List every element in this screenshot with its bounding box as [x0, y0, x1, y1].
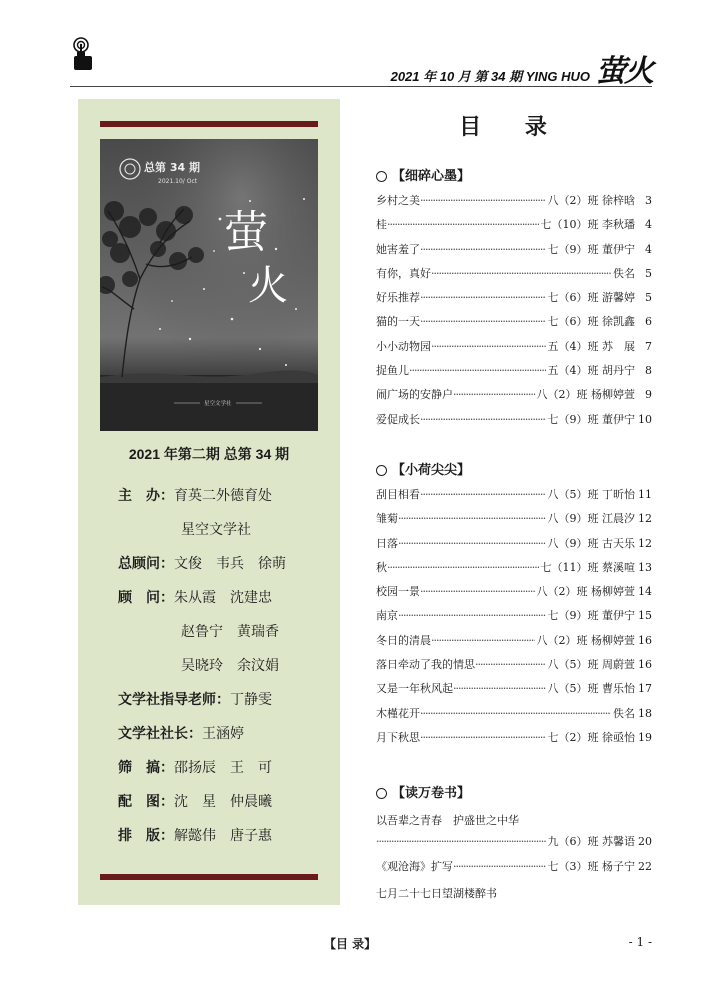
credit-label: 文学社社长：	[118, 725, 202, 741]
entry-author: 七（9）班 董伊宁	[547, 412, 635, 426]
leader-dots	[475, 658, 546, 671]
cover-issue-mark: 总第 34 期	[144, 161, 200, 174]
entry-author: 七（3）班 杨子宁	[547, 859, 635, 873]
toc-title: 目 录	[459, 114, 565, 140]
entry-page-number: 22	[638, 859, 652, 873]
entry-page-number: 15	[638, 609, 652, 623]
toc-entry[interactable]	[376, 535, 652, 559]
leader-dots	[420, 291, 546, 304]
cover-title-char-1: 萤	[224, 207, 268, 258]
entry-page-number: 17	[638, 682, 652, 696]
entry-page-number: 9	[645, 388, 652, 402]
entry-page-number: 10	[638, 412, 652, 426]
section-name: 【读万卷书】	[392, 786, 471, 801]
credit-value: 解懿伟 唐子惠	[174, 827, 272, 843]
leader-dots	[398, 512, 546, 525]
credit-value: 丁静雯	[230, 691, 272, 707]
leader-dots	[420, 243, 546, 256]
entry-page-number: 4	[645, 242, 652, 256]
footer-page-number: - 1 -	[628, 935, 652, 949]
header-brand-title: 萤火	[596, 54, 652, 89]
entry-page-number: 5	[645, 291, 652, 305]
credit-value: 文俊 韦兵 徐萌	[174, 555, 286, 571]
credits-list	[118, 485, 286, 859]
entry-page-number: 16	[638, 658, 652, 672]
leader-dots	[398, 537, 546, 550]
credit-value: 沈 星 仲晨曦	[174, 793, 272, 809]
entry-title: 校园一景	[376, 585, 420, 599]
entry-page-number: 20	[638, 835, 652, 849]
section-heading	[376, 460, 652, 482]
cover-date: 2021.10/ Oct	[158, 178, 198, 185]
credit-value: 朱从霞 沈建忠	[174, 589, 272, 605]
credit-label: 总顾问：	[118, 555, 174, 571]
toc-entry[interactable]	[376, 241, 652, 265]
leader-dots	[420, 731, 546, 744]
toc-entry[interactable]	[376, 729, 652, 753]
magazine-logo-icon	[70, 36, 100, 74]
leader-dots	[420, 585, 535, 598]
entry-author: 八（5）班 周蔚萱	[547, 658, 635, 672]
credit-row-advisor-3	[118, 655, 286, 689]
credit-value: 吴晓玲 余汶娟	[181, 657, 279, 673]
toc-entry[interactable]	[376, 858, 652, 882]
entry-title: 好乐推荐	[376, 291, 420, 305]
toc-entry[interactable]	[376, 680, 652, 704]
entry-author: 七（9）班 董伊宁	[547, 242, 635, 256]
credit-label: 主 办：	[118, 487, 174, 503]
entry-page-number: 12	[638, 512, 652, 526]
entry-title: 日落	[376, 536, 398, 550]
entry-page-number: 7	[645, 339, 652, 353]
entry-title: 猫的一天	[376, 315, 420, 329]
toc-section-1	[376, 166, 652, 435]
credit-label: 文学社指导老师：	[118, 691, 230, 707]
entry-title: 秋	[376, 560, 387, 574]
credit-value: 王涵婷	[202, 725, 244, 741]
leader-dots	[420, 413, 546, 426]
entry-title: 月下秋思	[376, 730, 420, 744]
credit-value: 育英二外德育处	[174, 487, 272, 503]
circle-bullet-icon	[376, 171, 387, 182]
credit-value: 赵鲁宁 黄瑞香	[181, 623, 279, 639]
toc-entry[interactable]	[376, 486, 652, 510]
entry-title: 刮目相看	[376, 488, 420, 501]
leader-dots	[376, 835, 546, 848]
credit-row-advisor-2	[118, 621, 286, 655]
leader-dots	[387, 561, 539, 574]
footer-section-label: 【目 录】	[324, 937, 377, 951]
entry-author: 佚名	[613, 266, 635, 280]
credit-row-illustration	[118, 791, 286, 825]
credit-row-advisor	[118, 587, 286, 621]
toc-entry[interactable]	[376, 632, 652, 656]
entry-title: 南京	[376, 609, 398, 623]
toc-entry[interactable]	[376, 265, 652, 289]
header-divider	[70, 86, 652, 87]
cover-title-char-2: 火	[248, 263, 288, 309]
toc-entry[interactable]	[376, 510, 652, 534]
entry-author: 八（2）班 杨柳婷萱	[536, 388, 635, 402]
leader-dots	[453, 682, 546, 695]
toc-entry[interactable]	[376, 313, 652, 337]
credit-label: 筛 搞：	[118, 759, 174, 775]
credit-label: 排 版：	[118, 827, 174, 843]
entry-author: 七（10）班 李秋璠	[540, 218, 635, 232]
toc-entry[interactable]	[376, 386, 652, 410]
leader-dots	[420, 488, 546, 501]
entry-author: 八（5）班 曹乐怡	[547, 682, 635, 696]
entry-title: 她害羞了	[376, 242, 420, 256]
entry-page-number: 4	[645, 218, 652, 232]
leader-dots	[431, 634, 535, 647]
toc-entry[interactable]	[376, 833, 652, 857]
header-issue-line: 2021 年 10 月 第 34 期 YING HUO	[390, 69, 590, 84]
entry-author: 八（2）班 徐梓晗	[547, 194, 635, 207]
credit-row-screening	[118, 757, 286, 791]
cover-image	[100, 139, 318, 431]
entry-page-number: 11	[638, 488, 652, 501]
entry-author: 七（9）班 董伊宁	[547, 609, 635, 623]
toc-entry[interactable]	[376, 411, 652, 435]
toc-entry[interactable]	[376, 656, 652, 680]
credit-row-teacher	[118, 689, 286, 723]
entry-title: 又是一年秋风起	[376, 682, 453, 696]
entry-page-number: 8	[645, 364, 652, 378]
entry-title: 雏菊	[376, 512, 398, 526]
section-name: 【细碎心墨】	[392, 169, 471, 184]
leader-dots	[431, 340, 546, 353]
entry-title: 冬日的清晨	[376, 633, 431, 647]
credit-row-host	[118, 485, 286, 519]
entry-title: 小小动物园	[376, 339, 431, 353]
section-entries	[376, 486, 652, 753]
leader-dots	[420, 707, 611, 720]
entry-author: 佚名	[613, 706, 635, 720]
entry-title: 木槿花开	[376, 706, 420, 720]
section-entries	[376, 833, 652, 882]
leader-dots	[453, 388, 535, 401]
section-heading	[376, 166, 652, 188]
circle-bullet-icon	[376, 465, 387, 476]
entry-title: 乡村之美	[376, 194, 420, 207]
credit-row-host-2	[118, 519, 286, 553]
entry-author: 七（2）班 徐亟怡	[547, 730, 635, 744]
entry-page-number: 3	[645, 194, 652, 207]
entry-author: 五（4）班 苏 展	[547, 339, 635, 353]
issue-line: 2021 年第二期 总第 34 期	[128, 446, 290, 462]
toc-entry-title-line[interactable]: 以吾辈之青春 护盛世之中华	[376, 814, 519, 827]
entry-author: 九（6）班 苏馨语	[547, 835, 635, 849]
entry-title: 有你，真好	[376, 266, 431, 280]
entry-title: 捉鱼儿	[376, 364, 409, 378]
leader-dots	[431, 267, 611, 280]
credit-value: 邵扬辰 王 可	[174, 759, 272, 775]
entry-page-number: 12	[638, 536, 652, 550]
leader-dots	[420, 194, 546, 207]
toc-entry[interactable]	[376, 607, 652, 631]
entry-page-number: 6	[645, 315, 652, 329]
toc-entry-title-line[interactable]: 七月二十七日望湖楼醉书	[376, 886, 497, 900]
entry-author: 五（4）班 胡丹宁	[547, 364, 635, 378]
entry-author: 八（5）班 丁昕怡	[547, 488, 635, 501]
leader-dots	[453, 860, 546, 873]
entry-author: 七（6）班 游馨婷	[547, 291, 635, 305]
entry-page-number: 16	[638, 633, 652, 647]
entry-title: 爱促成长	[376, 412, 420, 426]
toc-entry[interactable]	[376, 289, 652, 313]
credit-row-chief-advisor	[118, 553, 286, 587]
entry-author: 八（9）班 古天乐	[547, 536, 635, 550]
credit-row-layout	[118, 825, 286, 859]
entry-page-number: 14	[638, 585, 652, 599]
toc-section-2	[376, 460, 652, 753]
toc-entry[interactable]	[376, 216, 652, 240]
toc-entry[interactable]	[376, 362, 652, 386]
entry-page-number: 18	[638, 706, 652, 720]
leader-dots	[420, 315, 546, 328]
entry-page-number: 19	[638, 730, 652, 744]
cover-society: 星空文学社	[204, 401, 232, 407]
entry-author: 八（2）班 杨柳婷萱	[536, 633, 635, 647]
credit-row-president	[118, 723, 286, 757]
entry-page-number: 13	[638, 560, 652, 574]
entry-author: 八（2）班 杨柳婷萱	[536, 585, 635, 599]
entry-title: 闹广场的安静户	[376, 388, 453, 402]
entry-author: 七（6）班 徐凯鑫	[547, 315, 635, 329]
toc-entry[interactable]	[376, 192, 652, 216]
entry-title: 《观沧海》扩写	[376, 859, 453, 873]
credit-value: 星空文学社	[181, 521, 251, 537]
leader-dots	[409, 364, 546, 377]
credit-label: 配 图：	[118, 793, 174, 809]
section-name: 【小荷尖尖】	[392, 463, 471, 478]
entry-author: 七（11）班 蔡溪喧	[540, 560, 635, 574]
section-heading	[376, 783, 652, 805]
toc-entry[interactable]	[376, 338, 652, 362]
toc-entry[interactable]	[376, 583, 652, 607]
bottom-bar	[100, 874, 318, 880]
entry-page-number: 5	[645, 266, 652, 280]
toc-section-3	[376, 783, 652, 906]
entry-title: 桂	[376, 218, 387, 232]
entry-author: 八（9）班 江晨汐	[547, 512, 635, 526]
toc-entry[interactable]	[376, 705, 652, 729]
entry-title: 落日牵动了我的情思	[376, 658, 475, 672]
toc-entry[interactable]	[376, 559, 652, 583]
circle-bullet-icon	[376, 788, 387, 799]
leader-dots	[387, 218, 539, 231]
credit-label: 顾 问：	[118, 589, 174, 605]
section-entries	[376, 192, 652, 435]
masthead-panel	[78, 99, 340, 905]
top-bar	[100, 121, 318, 127]
leader-dots	[398, 609, 546, 622]
